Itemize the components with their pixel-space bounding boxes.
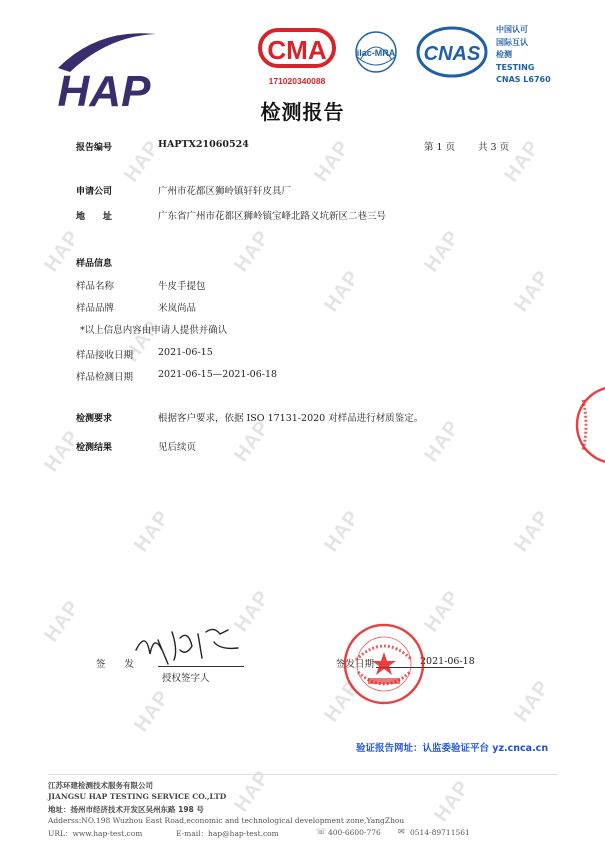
watermark: HAP <box>420 226 465 277</box>
watermark: HAP <box>420 586 465 637</box>
watermark: HAP <box>510 676 555 727</box>
verify-link[interactable]: 验证报告网址：认监委验证平台 yz.cnca.cn <box>356 743 549 754</box>
cma-text: CMA <box>267 35 327 65</box>
watermark: HAP <box>120 136 165 187</box>
requirement-label: 检测要求 <box>76 414 113 424</box>
seam-stamp <box>575 380 605 470</box>
issue-date-value: 2021-06-18 <box>420 656 475 667</box>
footer-company-en: JIANGSU HAP TESTING SERVICE CO.,LTD <box>48 792 227 801</box>
fax-icon: ✉ <box>398 827 405 836</box>
company-label: 申请公司 <box>76 187 113 197</box>
tested-date-value: 2021-06-15—2021-06-18 <box>158 369 278 380</box>
page-total: 共 3 页 <box>478 142 510 153</box>
cnas-cert-info <box>496 24 551 87</box>
watermark: HAP <box>510 506 555 557</box>
issue-date-label: 签发日期 <box>336 659 375 670</box>
watermark: HAP <box>420 416 465 467</box>
footer-phone: 400-6600-776 <box>328 828 381 837</box>
watermark: HAP <box>40 596 85 647</box>
report-number-label: 报告编号 <box>76 143 113 153</box>
ilac-text: ilac-MRA <box>356 48 396 58</box>
sample-name-label: 样品名称 <box>76 281 115 292</box>
footer-url[interactable]: URL：www.hap-test.com <box>48 829 143 838</box>
page-current: 第 1 页 <box>424 142 456 153</box>
cma-number: 171020340088 <box>268 76 326 86</box>
cma-logo <box>258 24 336 88</box>
watermark: HAP <box>430 776 475 827</box>
cert-line: 国际互认 <box>496 37 528 47</box>
document-title: 检测报告 <box>260 100 345 124</box>
cnas-logo <box>414 24 490 80</box>
footer-address-cn: 地址：扬州市经济技术开发区吴州东路 198 号 <box>48 805 204 814</box>
watermark: HAP <box>320 266 365 317</box>
result-value: 见后续页 <box>158 442 197 453</box>
authorized-signer-label: 授权签字人 <box>162 673 210 684</box>
cert-line: 检测 <box>496 50 512 59</box>
sign-label: 签 发 <box>96 659 135 670</box>
requirement-value: 根据客户要求，依据 ISO 17131-2020 对样品进行材质鉴定。 <box>158 413 424 424</box>
cnas-text: CNAS <box>423 43 481 65</box>
watermark: HAP <box>230 766 275 817</box>
signature-line <box>158 666 244 667</box>
sample-section-label: 样品信息 <box>76 259 113 269</box>
address-value: 广东省广州市花都区狮岭镇宝峰北路义坑新区二巷三号 <box>158 211 387 222</box>
footer-company-cn: 江苏环建检测技术服务有限公司 <box>48 781 153 790</box>
sample-note: *以上信息内容由申请人提供并确认 <box>80 325 228 336</box>
footer-address-en: Adderss:NO.198 Wuzhou East Road,economic and technological development zone,YangZhou <box>48 816 405 825</box>
company-value: 广州市花都区狮岭镇轩轩皮具厂 <box>158 186 292 197</box>
logo-text: HAP <box>57 67 151 116</box>
footer-fax: 0514-89711561 <box>410 828 470 837</box>
company-stamp <box>342 622 426 706</box>
footer-email[interactable]: E-mail：hap@hap-test.com <box>176 829 279 838</box>
watermark: HAP <box>320 506 365 557</box>
watermark: HAP <box>230 586 275 637</box>
cert-line: TESTING <box>496 62 535 72</box>
address-label: 地 址 <box>76 212 113 222</box>
sample-name-value: 牛皮手提包 <box>158 281 206 292</box>
watermark: HAP <box>230 416 275 467</box>
handwritten-signature <box>128 620 248 668</box>
received-date-value: 2021-06-15 <box>158 347 213 358</box>
watermark: HAP <box>130 686 175 737</box>
watermark: HAP <box>40 426 85 477</box>
phone-icon: ☏ <box>316 827 327 836</box>
report-number-value: HAPTX21060524 <box>158 139 249 150</box>
watermark: HAP <box>230 226 275 277</box>
watermark: HAP <box>500 136 545 187</box>
watermark: HAP <box>510 266 555 317</box>
watermark: HAP <box>130 506 175 557</box>
watermark: HAP <box>310 136 355 187</box>
ilac-mra-logo <box>346 30 406 80</box>
footer-divider <box>48 774 558 775</box>
tested-date-label: 样品检测日期 <box>76 372 134 383</box>
cert-line: CNAS L6760 <box>496 75 551 84</box>
received-date-label: 样品接收日期 <box>76 350 134 361</box>
sample-brand-value: 米岚尚品 <box>158 303 197 314</box>
watermark: HAP <box>40 226 85 277</box>
cert-line: 中国认可 <box>496 25 528 34</box>
sample-brand-label: 样品品牌 <box>76 303 115 314</box>
result-label: 检测结果 <box>76 443 113 453</box>
watermark: HAP <box>320 676 365 727</box>
watermark: HAP <box>120 316 165 367</box>
